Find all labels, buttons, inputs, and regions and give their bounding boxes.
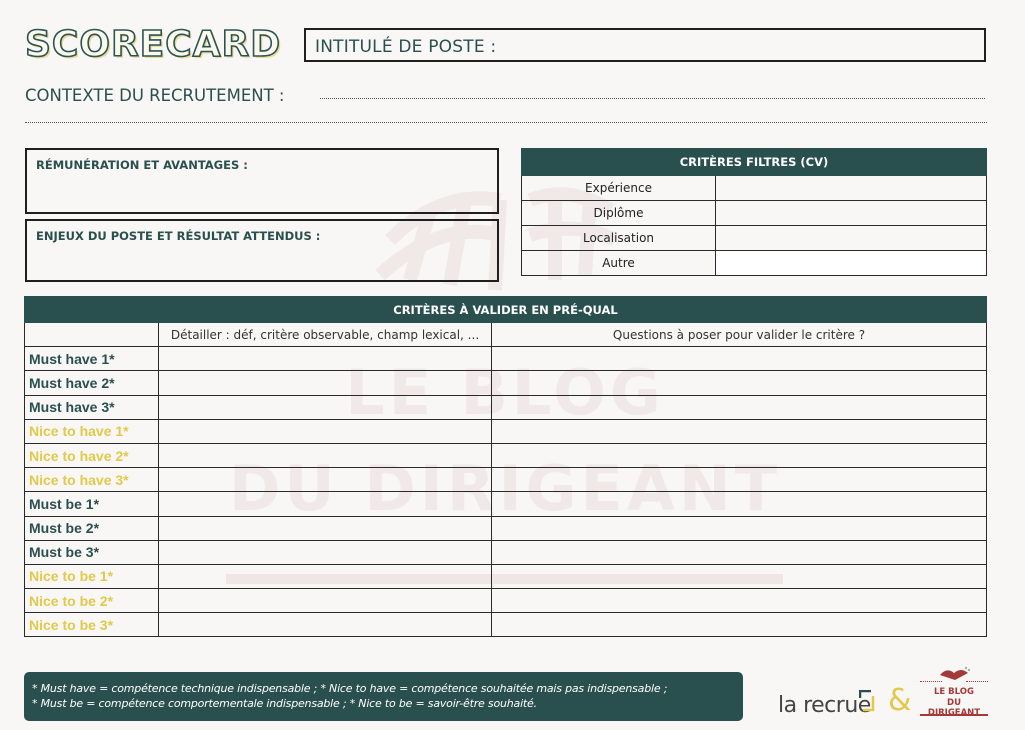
- criterion-detail-cell[interactable]: [159, 540, 492, 564]
- table-row: [25, 564, 987, 588]
- page-title: SCORECARD: [25, 24, 282, 65]
- criterion-question-cell[interactable]: [492, 516, 987, 540]
- filter-label-diplome: Diplôme: [522, 201, 716, 226]
- table-row: [25, 613, 987, 637]
- context-label: CONTEXTE DU RECRUTEMENT :: [25, 86, 285, 105]
- context-field-line2[interactable]: [25, 122, 987, 123]
- job-title-label: INTITULÉ DE POSTE :: [315, 37, 497, 57]
- logo-divider-right: [966, 681, 988, 682]
- criterion-detail-cell[interactable]: [159, 347, 492, 371]
- criterion-label: Nice to be 3*: [25, 613, 159, 637]
- table-row: [522, 176, 987, 201]
- criterion-question-cell[interactable]: [492, 419, 987, 443]
- blog-logo-line2: DU DIRIGEANT: [927, 698, 981, 718]
- filter-value-diplome[interactable]: [716, 201, 987, 226]
- blog-dirigeant-logo: [920, 665, 988, 721]
- criteria-header-row: [25, 323, 987, 347]
- criterion-label: Must have 2*: [25, 371, 159, 395]
- criterion-label: Nice to have 3*: [25, 468, 159, 492]
- remuneration-label: RÉMUNÉRATION ET AVANTAGES :: [36, 158, 248, 172]
- table-row: [522, 226, 987, 251]
- criterion-label: Must be 2*: [25, 516, 159, 540]
- filter-label-experience: Expérience: [522, 176, 716, 201]
- column-header-criterion: [25, 323, 159, 347]
- criterion-detail-cell[interactable]: [159, 443, 492, 467]
- table-row: [522, 251, 987, 276]
- criterion-detail-cell[interactable]: [159, 371, 492, 395]
- criterion-detail-cell[interactable]: [159, 516, 492, 540]
- filter-table-title: CRITÈRES FILTRES (CV): [522, 149, 987, 176]
- book-icon: [938, 665, 972, 681]
- criterion-label: Must have 1*: [25, 347, 159, 371]
- criterion-question-cell[interactable]: [492, 395, 987, 419]
- filter-value-localisation[interactable]: [716, 226, 987, 251]
- prequal-criteria-table: [24, 296, 987, 637]
- criterion-label: Must be 3*: [25, 540, 159, 564]
- ampersand: &: [888, 683, 912, 718]
- criterion-label: Nice to be 1*: [25, 564, 159, 588]
- job-title-field[interactable]: [304, 28, 986, 62]
- table-row: [25, 371, 987, 395]
- criterion-question-cell[interactable]: [492, 371, 987, 395]
- criterion-detail-cell[interactable]: [159, 492, 492, 516]
- criterion-detail-cell[interactable]: [159, 613, 492, 637]
- criterion-label: Must be 1*: [25, 492, 159, 516]
- criterion-label: Must have 3*: [25, 395, 159, 419]
- criterion-question-cell[interactable]: [492, 613, 987, 637]
- criteria-table-title: CRITÈRES À VALIDER EN PRÉ-QUAL: [25, 297, 987, 323]
- criterion-label: Nice to be 2*: [25, 589, 159, 613]
- table-row: [25, 419, 987, 443]
- table-row: [25, 395, 987, 419]
- table-row: [522, 201, 987, 226]
- table-row: [25, 516, 987, 540]
- filter-value-autre[interactable]: [716, 251, 987, 276]
- criterion-question-cell[interactable]: [492, 540, 987, 564]
- table-row: [25, 540, 987, 564]
- criterion-label: Nice to have 1*: [25, 419, 159, 443]
- criterion-detail-cell[interactable]: [159, 564, 492, 588]
- table-row: [25, 492, 987, 516]
- criterion-question-cell[interactable]: [492, 492, 987, 516]
- table-row: [25, 443, 987, 467]
- table-row: [25, 347, 987, 371]
- criterion-question-cell[interactable]: [492, 564, 987, 588]
- criterion-question-cell[interactable]: [492, 589, 987, 613]
- criterion-question-cell[interactable]: [492, 443, 987, 467]
- filter-value-experience[interactable]: [716, 176, 987, 201]
- legend-footnote: [24, 672, 743, 721]
- criterion-detail-cell[interactable]: [159, 395, 492, 419]
- criterion-detail-cell[interactable]: [159, 419, 492, 443]
- column-header-questions: Questions à poser pour valider le critère ?: [492, 323, 987, 347]
- enjeux-field[interactable]: [25, 219, 499, 282]
- filter-criteria-table: [521, 148, 987, 276]
- watermark-line2: DU DIRIGEANT: [228, 452, 782, 525]
- footnote-line1: * Must have = compétence technique indispensable ; * Nice to have = compétence souhaitée mais pas indispensable ;: [32, 682, 668, 695]
- criterion-question-cell[interactable]: [492, 347, 987, 371]
- filter-label-localisation: Localisation: [522, 226, 716, 251]
- criterion-label: Nice to have 2*: [25, 443, 159, 467]
- logo-divider-left: [920, 681, 942, 682]
- watermark-line1: LE BLOG: [345, 356, 665, 429]
- larecrue-logo: la recrue: [778, 693, 871, 718]
- criterion-detail-cell[interactable]: [159, 589, 492, 613]
- table-row: [25, 589, 987, 613]
- blog-logo-line1: LE BLOG: [934, 687, 974, 697]
- context-field-line1[interactable]: [320, 98, 985, 99]
- criterion-question-cell[interactable]: [492, 468, 987, 492]
- logo-underline: [920, 714, 988, 716]
- remuneration-field[interactable]: [25, 148, 499, 214]
- criterion-detail-cell[interactable]: [159, 468, 492, 492]
- footnote-line2: * Must be = compétence comportementale indispensable ; * Nice to be = savoir-être souhaité.: [32, 697, 537, 710]
- larecrue-bracket-icon: [859, 690, 875, 712]
- filter-label-autre: Autre: [522, 251, 716, 276]
- enjeux-label: ENJEUX DU POSTE ET RÉSULTAT ATTENDUS :: [36, 229, 321, 243]
- column-header-detail: Détailler : déf, critère observable, champ lexical, ...: [159, 323, 492, 347]
- table-row: [25, 468, 987, 492]
